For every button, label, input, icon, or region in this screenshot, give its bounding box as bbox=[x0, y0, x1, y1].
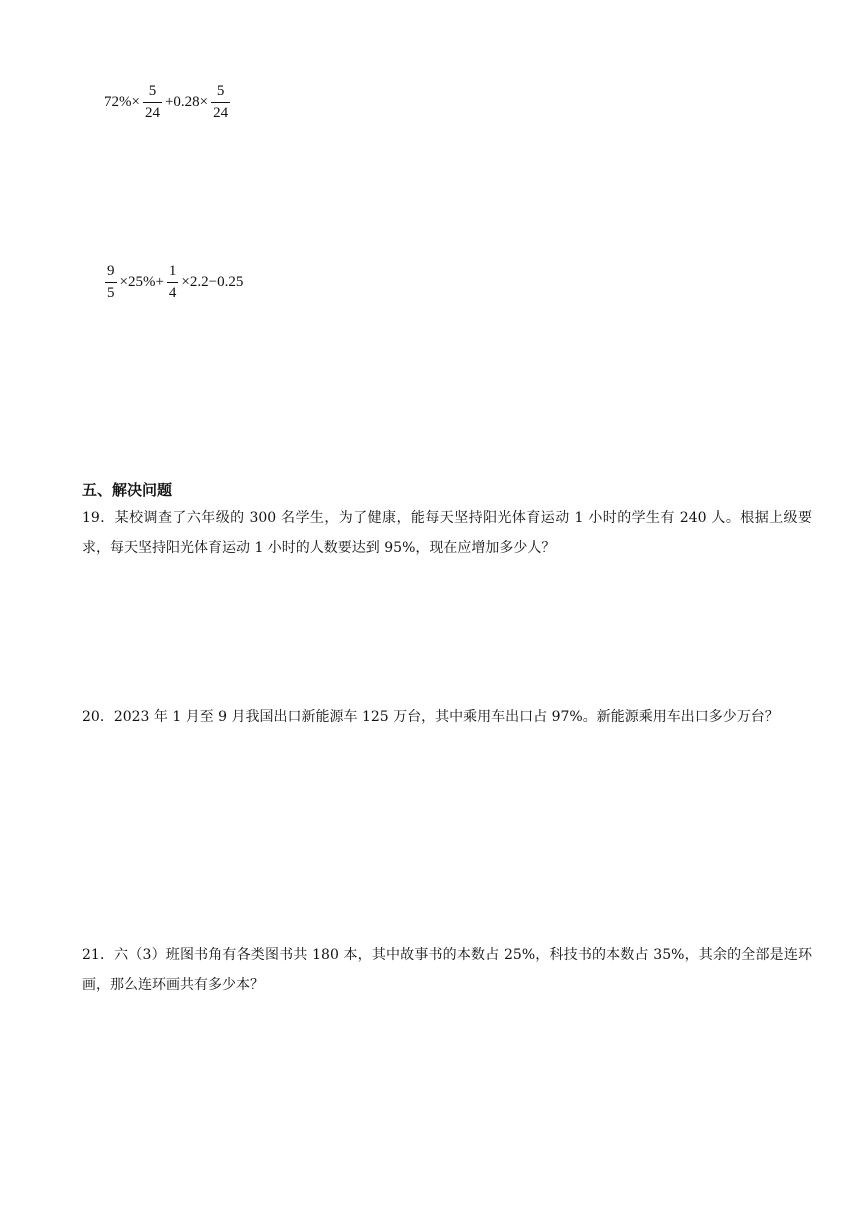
expression-1 bbox=[103, 84, 232, 121]
problem-21: 21．六（3）班图书角有各类图书共 180 本，其中故事书的本数占 25%，科技书的本数占 35%，其余的全部是连环画，那么连环画共有多少本？ bbox=[82, 947, 812, 993]
problem-19: 19．某校调查了六年级的 300 名学生，为了健康，能每天坚持阳光体育运动 1 小时的学生有 240 人。根据上级要求，每天坚持阳光体育运动 1 小时的人数要达到 95%，现在应增加多少人？ bbox=[82, 510, 812, 556]
problem-20: 20．2023 年 1 月至 9 月我国出口新能源车 125 万台，其中乘用车出口占 97%。新能源乘用车出口多少万台？ bbox=[82, 709, 779, 725]
denominator: 4 bbox=[167, 282, 179, 301]
fraction bbox=[211, 84, 230, 121]
denominator: 24 bbox=[143, 102, 162, 121]
denominator: 5 bbox=[105, 282, 117, 301]
fraction bbox=[105, 264, 117, 301]
numerator: 5 bbox=[216, 83, 225, 99]
expression-text: ×2.2−0.25 bbox=[181, 274, 244, 290]
numerator: 5 bbox=[148, 83, 157, 99]
numerator: 9 bbox=[107, 263, 115, 279]
fraction bbox=[143, 84, 162, 121]
fraction bbox=[167, 264, 179, 301]
expression-text: ×25%+ bbox=[119, 274, 164, 290]
numerator: 1 bbox=[168, 263, 177, 279]
expression-2 bbox=[103, 264, 244, 301]
expression-text: 72%× bbox=[104, 94, 140, 110]
denominator: 24 bbox=[211, 102, 230, 121]
expression-text: +0.28× bbox=[164, 94, 209, 110]
section-title: 五、解决问题 bbox=[82, 481, 173, 499]
